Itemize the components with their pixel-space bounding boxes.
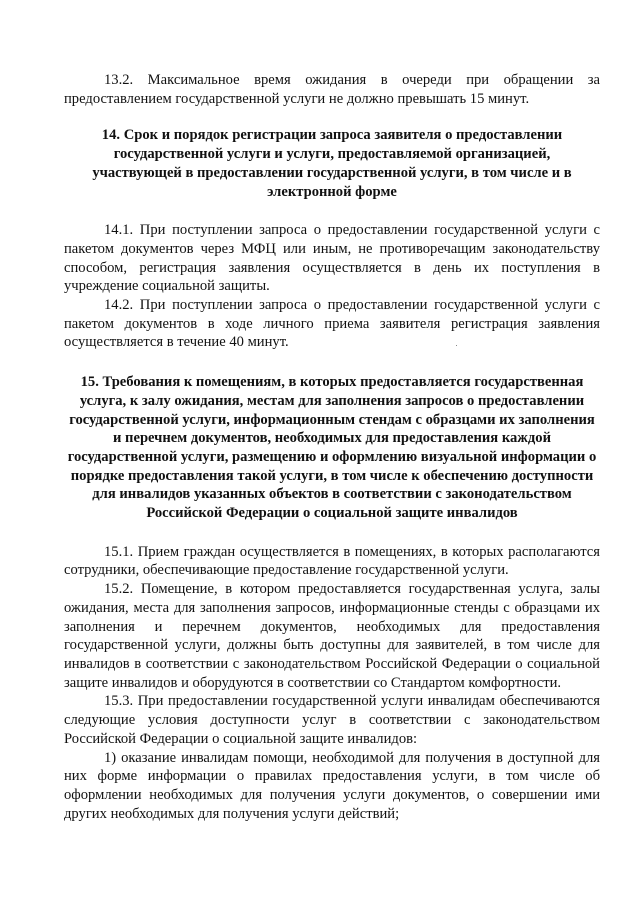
paragraph-15-1: 15.1. Прием граждан осуществляется в помещениях, в которых располагаются сотрудники, обеспечивающие предоставление государственной услуги. (64, 543, 600, 579)
paragraph-14-2: 14.2. При поступлении запроса о предоставлении государственной услуги с пакетом документов в ходе личного приема заявителя регистрация заявления осуществляется в течение 40 минут. (64, 297, 600, 351)
paragraph-13-2: 13.2. Максимальное время ожидания в очереди при обращении за предоставлением государственной услуги не должно превышать 15 минут. (64, 72, 600, 107)
section-heading-15: 15. Требования к помещениям, в которых предоставляется государственная услуга, к залу ожидания, местам для заполнения запросов о предоставлении государственной услуги, информационным стендам с образцами их заполнения и перечнем документов, необходимых для предоставления каждой государственной услуги, размещению и оформлению визуальной информации о порядке предоставления такой услуги, в том числе к обеспечению доступности для инвалидов указанных объектов в соответствии с законодательством Российской Федерации о социальной защите инвалидов (67, 374, 597, 522)
paragraph-14-1: 14.1. При поступлении запроса о предоставлении государственной услуги с пакетом документов через МФЦ или иным, не противоречащим законодательству способом, регистрация заявления осуществляется в день их поступления в учреждение социальной защиты. (64, 222, 600, 295)
paragraph-15-2: 15.2. Помещение, в котором предоставляется государственная услуга, залы ожидания, места для заполнения запросов, информационные стенды с образцами их заполнения и перечнем документов, необходимых для предоставления государственной услуги, должны быть доступны для заявителей, в том числе для инвалидов в соответствии с законодательством Российской Федерации о социальной защите инвалидов и оборудуются в соответствии со Стандартом комфортности. (64, 581, 600, 691)
scan-speck (456, 345, 457, 346)
paragraph-15-3-item-1: 1) оказание инвалидам помощи, необходимой для получения в доступной для них форме информации о правилах предоставления услуги, в том числе об оформлении необходимых для получения услуги документов, о совершении ими других необходимых для получения услуги действий; (64, 749, 600, 822)
section-heading-14: 14. Срок и порядок регистрации запроса заявителя о предоставлении государственной услуги и услуги, предоставляемой организацией, участвующей в предоставлении государственной услуги, в том числе и в электронной форме (92, 127, 572, 200)
paragraph-15-3: 15.3. При предоставлении государственной услуги инвалидам обеспечиваются следующие условия доступности услуг в соответствии с законодательством Российской Федерации о социальной защите инвалидов: (64, 693, 600, 747)
